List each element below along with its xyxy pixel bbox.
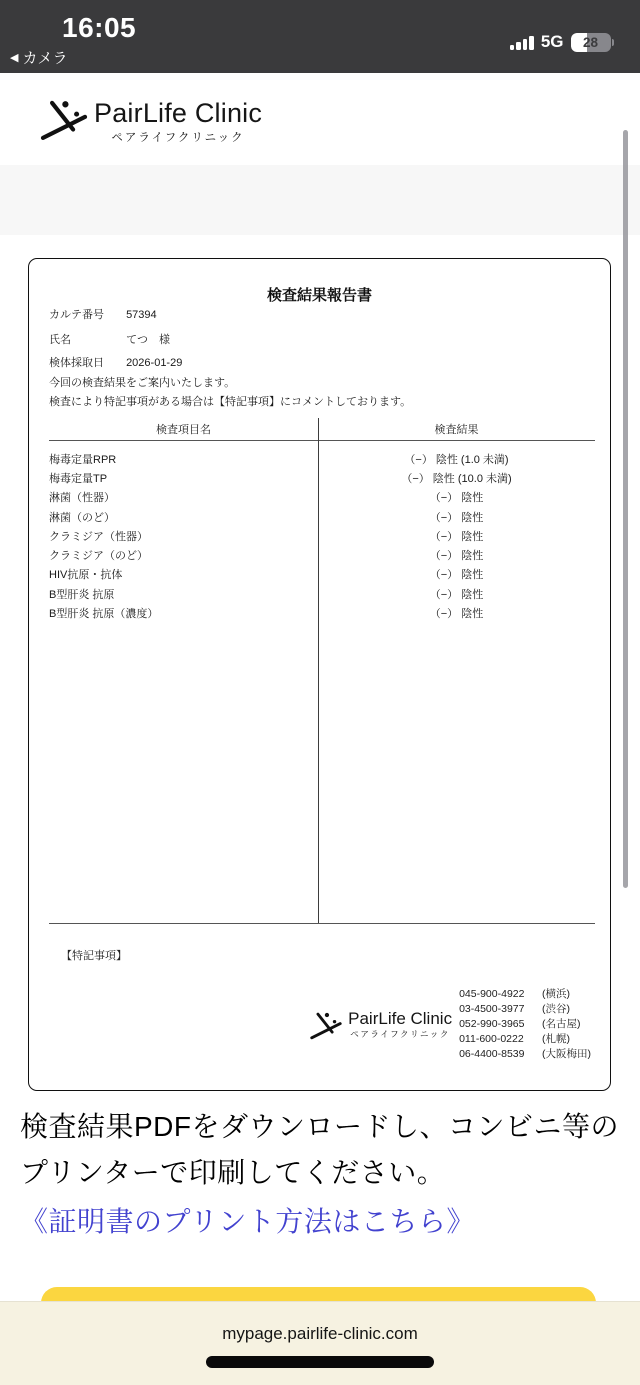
field-row-sample-date [49, 355, 182, 371]
brand-name: PairLife Clinic [94, 98, 263, 128]
test-result-value: （−） 陰性 [429, 511, 484, 524]
table-row [49, 603, 595, 622]
scrollbar[interactable] [623, 130, 628, 888]
test-item-name: 淋菌（のど） [49, 511, 115, 524]
table-row [49, 449, 595, 468]
back-to-app-button[interactable] [10, 47, 67, 68]
download-instructions-text: 検査結果PDFをダウンロードし、コンビニ等のプリンターで印刷してください。 [20, 1111, 620, 1188]
phone-number: 052-990-3965 [459, 1018, 525, 1030]
phone-row [459, 1017, 591, 1032]
notes-heading: 【特記事項】 [61, 950, 127, 962]
battery-tip [612, 39, 615, 46]
test-result-value: （−） 陰性 [429, 550, 484, 563]
print-guide-link[interactable]: 《証明書のプリント方法はこちら》 [20, 1206, 475, 1237]
test-item-name: 梅毒定量TP [49, 472, 108, 485]
test-item-name: クラミジア（のど） [49, 550, 148, 563]
table-row [49, 565, 595, 584]
network-type-label: 5G [540, 32, 564, 51]
report-card [28, 258, 611, 1091]
footer-brand-kana: ペアライフクリニック [350, 1029, 450, 1039]
test-result-value: （−） 陰性 (10.0 未満) [401, 472, 512, 485]
field-row-karte [49, 307, 157, 323]
test-result-value: （−） 陰性 (1.0 未満) [404, 453, 509, 466]
phone-area: (大阪梅田) [542, 1048, 591, 1060]
footer-logo-icon [307, 1005, 345, 1045]
field-label: 検体採取日 [49, 357, 104, 369]
back-icon: ◀ [10, 52, 19, 64]
back-app-label: カメラ [22, 50, 68, 67]
clinic-phone-list [459, 987, 591, 1062]
field-value: 2026-01-29 [126, 357, 183, 369]
report-intro-line: 今回の検査結果をご案内いたします。 [49, 377, 236, 389]
footer-brand-text [348, 1009, 452, 1040]
phone-row [459, 1032, 591, 1047]
footer-brand-name: PairLife Clinic [348, 1009, 453, 1028]
field-row-name [49, 332, 170, 348]
home-indicator[interactable] [206, 1356, 434, 1368]
url-text: mypage.pairlife-clinic.com [222, 1324, 418, 1343]
table-row [49, 468, 595, 487]
phone-row [459, 987, 591, 1002]
results-table [49, 418, 595, 924]
test-item-name: HIV抗原・抗体 [49, 569, 123, 582]
field-value: 57394 [126, 309, 157, 321]
footer-logo-block [307, 1005, 452, 1045]
report-title: 検査結果報告書 [266, 287, 372, 304]
report-intro-line: 検査により特記事項がある場合は【特記事項】にコメントしております。 [49, 396, 412, 408]
brand-logo-icon [36, 89, 92, 149]
report-footer [307, 987, 591, 1062]
brand-name-kana: ペアライフクリニック [111, 132, 245, 144]
test-item-name: 淋菌（性器） [49, 492, 115, 505]
table-row [49, 584, 595, 603]
app-header [0, 73, 640, 165]
test-result-value: （−） 陰性 [429, 569, 484, 582]
phone-area: (札幌) [542, 1033, 570, 1045]
test-result-value: （−） 陰性 [429, 608, 484, 621]
phone-number: 03-4500-3977 [459, 1003, 525, 1015]
table-row [49, 507, 595, 526]
status-bar [0, 0, 640, 73]
test-result-value: （−） 陰性 [429, 492, 484, 505]
test-item-name: B型肝炎 抗原（濃度） [49, 608, 159, 621]
table-row [49, 488, 595, 507]
test-item-name: クラミジア（性器） [49, 530, 148, 543]
report-intro [49, 374, 411, 412]
content-gray-band [0, 165, 640, 235]
phone-number: 011-600-0222 [459, 1033, 524, 1045]
table-divider-vline [318, 418, 319, 923]
field-value: てつ 様 [126, 334, 171, 346]
table-header-row [49, 418, 595, 441]
test-result-value: （−） 陰性 [429, 588, 484, 601]
table-row [49, 526, 595, 545]
download-instructions [20, 1104, 626, 1245]
phone-area: (渋谷) [542, 1003, 570, 1015]
phone-area: (名古屋) [542, 1018, 581, 1030]
table-rows [49, 449, 595, 623]
cellular-signal-icon [510, 35, 534, 50]
status-right-cluster [510, 31, 614, 53]
phone-area: (横浜) [542, 988, 570, 1000]
test-result-value: （−） 陰性 [429, 530, 484, 543]
table-header-item: 検査項目名 [156, 424, 211, 436]
table-row [49, 545, 595, 564]
table-header-result: 検査結果 [434, 424, 479, 436]
phone-number: 045-900-4922 [459, 988, 525, 1000]
battery-icon [571, 33, 615, 52]
phone-number: 06-4400-8539 [459, 1048, 525, 1060]
browser-url-bar[interactable] [0, 1301, 640, 1385]
battery-level-text: 28 [582, 34, 599, 50]
test-item-name: 梅毒定量RPR [49, 453, 117, 466]
brand-text-block [94, 98, 262, 145]
test-item-name: B型肝炎 抗原 [49, 588, 115, 601]
phone-row [459, 1047, 591, 1062]
field-label: 氏名 [49, 334, 71, 346]
phone-row [459, 1002, 591, 1017]
field-label: カルテ番号 [49, 309, 104, 321]
status-time: 16:05 [62, 12, 137, 43]
battery-body [571, 33, 611, 52]
